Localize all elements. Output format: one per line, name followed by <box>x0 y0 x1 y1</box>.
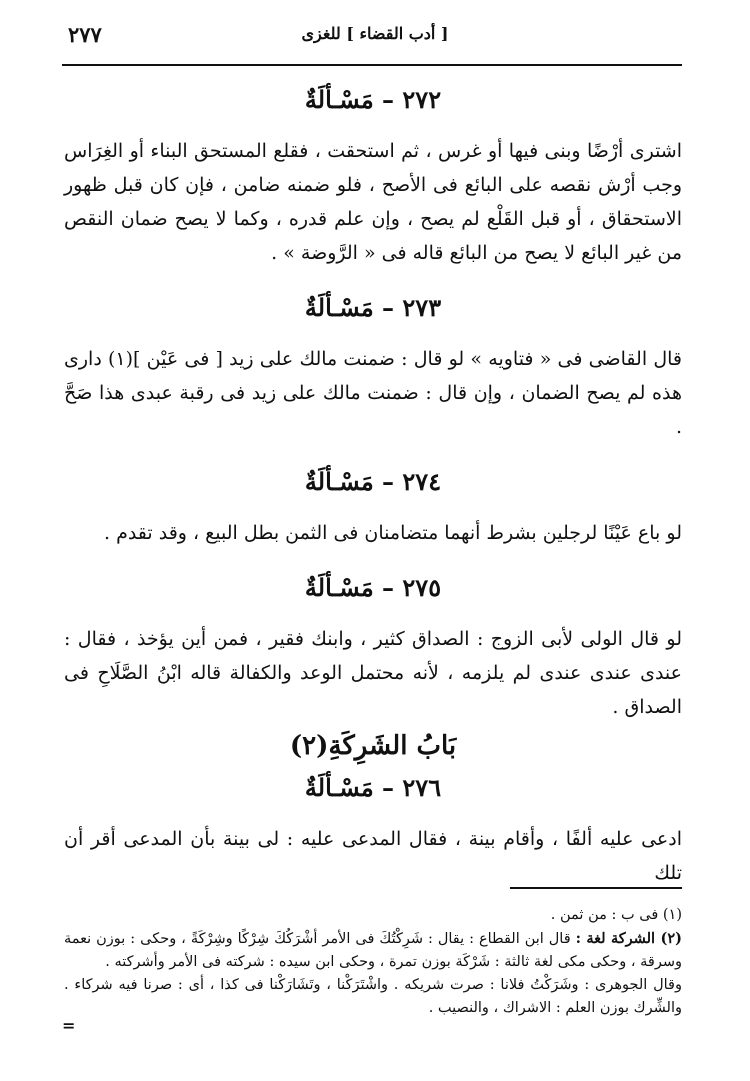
page-header <box>62 22 688 56</box>
spacer <box>64 328 682 342</box>
section-heading: ٢٧٣ – مَسْـألَةٌ <box>304 293 442 322</box>
page-number: ٢٧٧ <box>68 22 102 47</box>
spacer <box>64 270 682 288</box>
spacer <box>64 608 682 622</box>
section-heading: ٢٧٤ – مَسْـألَةٌ <box>304 467 442 496</box>
spacer <box>64 808 682 822</box>
footnote-2-label: (٢) الشركة لغة : <box>575 930 682 947</box>
footnotes <box>64 904 682 1020</box>
main-text <box>64 80 682 890</box>
spacer <box>64 502 682 516</box>
footnote-rule <box>510 887 682 889</box>
spacer <box>64 550 682 568</box>
paragraph: قال القاضى فى « فتاويه » لو قال : ضمنت مالك على زيد [ فى عَيْن ](١) دارى هذه لم يصح الضمان ، وإن قال : ضمنت مالك على زيد فى رقبة عبدى هذا صَحَّ . <box>64 348 682 438</box>
continues-mark: = <box>62 1016 76 1035</box>
paragraph: لو باع عَيْنًا لرجلين بشرط أنهما متضامنان فى الثمن بطل البيع ، وقد تقدم . <box>103 522 682 544</box>
footnote-1: (١) فى ب : من ثمن . <box>550 907 682 923</box>
footnote-2 <box>64 927 682 974</box>
footnote-2-text: قال ابن القطاع : يقال : شَرِكْتُكَ فى الأمر أشْرَكُكَ شِرْكًا وشِرْكَةً ، وحكى : بوزن نعمة وسرقة ، وحكى مكى لغة ثالثة : شَرْكَة بوزن تمرة ، وحكى ابن سيده : شركته فى الأمر وأشركته . <box>64 931 682 970</box>
spacer <box>64 444 682 462</box>
section-heading: ٢٧٥ – مَسْـألَةٌ <box>304 573 442 602</box>
paragraph: اشترى أرْضًا وبنى فيها أو غرس ، ثم استحقت ، فقلع المستحق البناء أو الغِرَاس وجب أرْش نقصه على البائع فى الأصح ، فلو ضمنه ضامن ، فإن كان قبل ظهور الاستحقاق ، أو قبل القَلْع لم يصح ، وإن علم قدره ، وكما لا يصح ضمان النقص من غير البائع لا يصح من البائع قاله فى « الرَّوضة » . <box>64 140 682 264</box>
header-rule <box>62 64 682 66</box>
chapter-heading: بَابُ الشَرِكَةِ(٢) <box>289 731 457 761</box>
section-heading: ٢٧٢ – مَسْـألَةٌ <box>304 85 442 114</box>
section-heading: ٢٧٦ – مَسْـألَةٌ <box>304 773 442 802</box>
footnote-2-continuation: وقال الجوهرى : وشَرَكْتُ فلانا : صرت شريكه . واشْتَرَكْنا ، وتَشَارَكْنا فى كذا ، أى : صرنا فيه شركاء . والشِّرك بوزن العلم : الاشراك ، والنصيب . <box>64 977 682 1016</box>
paragraph: ادعى عليه ألفًا ، وأقام بينة ، فقال المدعى عليه : لى بينة بأن المدعى أقر أن تلك <box>64 828 682 884</box>
paragraph: لو قال الولى لأبى الزوج : الصداق كثير ، وابنك فقير ، فمن أين يؤخذ ، فقال : عندى عندى عندى لم يلزمه ، لأنه محتمل الوعد والكفالة قاله ابْنُ الصَّلَاحِ فى الصداق . <box>64 628 682 718</box>
running-title: [ أدب القضاء ] للغزى <box>301 24 449 43</box>
spacer <box>64 120 682 134</box>
